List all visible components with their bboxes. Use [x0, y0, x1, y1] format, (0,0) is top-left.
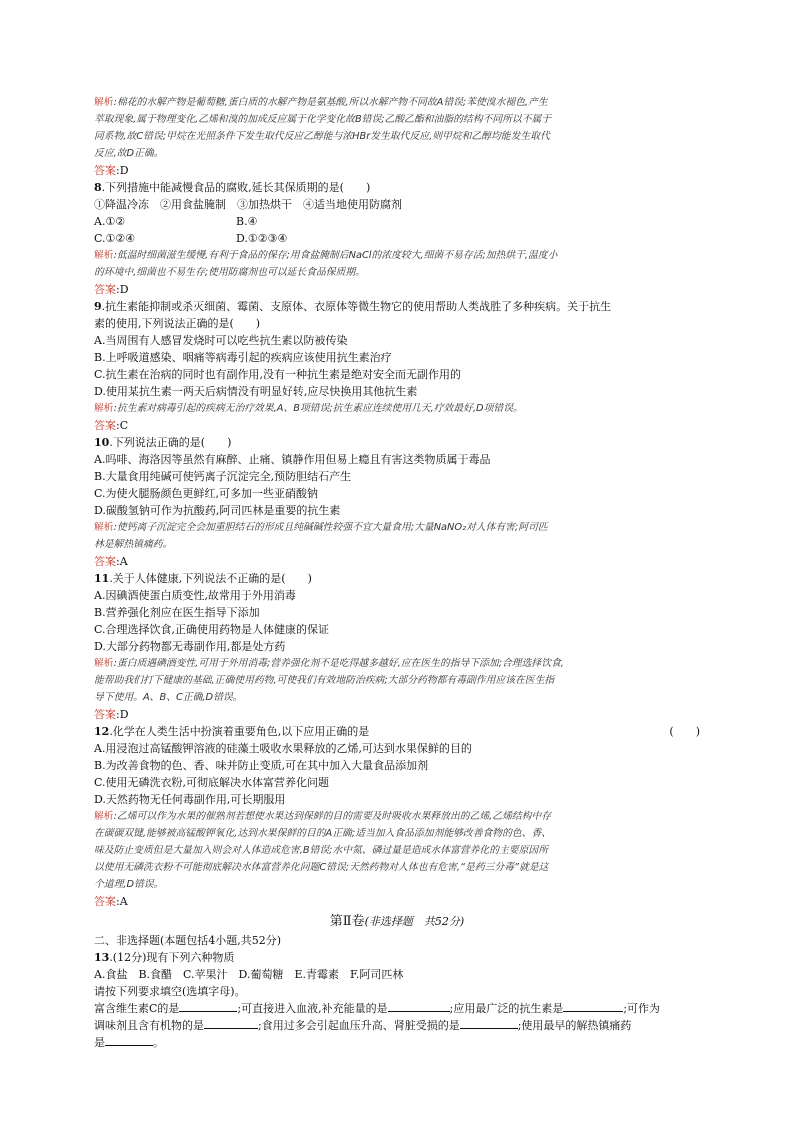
question-8 — [94, 179, 700, 298]
question-12 — [94, 723, 700, 910]
analysis-line: 同系物,故C错误;甲烷在光照条件下发生取代反应乙醇能与浓HBr发生取代反应,则甲烷和乙醇均能发生取代 — [94, 131, 550, 142]
answer-blank[interactable] — [460, 1017, 518, 1029]
option-d: D.①②③④ — [236, 232, 288, 245]
analysis-line: 在碳碳双键,能够被高锰酸钾氧化,达到水果保鲜的目的A正确;适当加入食品添加剂能够改善食物的色、香、 — [94, 828, 552, 839]
option-c: C.使用无磷洗衣粉,可彻底解决水体富营养化问题 — [94, 776, 330, 789]
question-11 — [94, 570, 700, 723]
analysis-line: 解析:蛋白质遇碘酒变性,可用于外用消毒;营养强化剂不是吃得越多越好,应在医生的指导下添加;合理选择饮食, — [94, 658, 564, 669]
answer-blank[interactable] — [179, 1000, 237, 1012]
analysis-line: 能帮助我们打下健康的基础,正确使用药物,可使我们有效地防治疾病;大部分药物都有毒副作用应该在医生指 — [94, 675, 555, 686]
answer-line: 答案:A — [94, 555, 128, 568]
question-stem: 8.下列措施中能减慢食品的腐败,延长其保质期的是( ) — [94, 181, 371, 194]
analysis-line: 解析:低温时细菌滋生缓慢,有利于食品的保存;用食盐腌制后NaCl的浓度较大,细菌不易存活;加热烘干,温度小 — [94, 250, 558, 261]
answer-bracket: ( ) — [669, 725, 700, 738]
option-b: B.上呼吸道感染、咽痛等病毒引起的疾病应该使用抗生素治疗 — [94, 351, 392, 364]
analysis-label: 解析 — [94, 658, 114, 669]
answer-line: 答案:C — [94, 419, 129, 432]
option-a: A.当周围有人感冒发烧时可以吃些抗生素以防被传染 — [94, 334, 348, 347]
option-d: D.碳酸氢钠可作为抗酸药,阿司匹林是重要的抗生素 — [94, 504, 341, 517]
option-d: D.天然药物无任何毒副作用,可长期服用 — [94, 793, 286, 806]
question-instruction: 请按下列要求填空(选填字母)。 — [94, 985, 246, 998]
analysis-label: 解析 — [94, 522, 114, 533]
analysis-line: 解析:抗生素对病毒引起的疾病无治疗效果,A、B项错误;抗生素应连续使用几天,疗效最好,D项错误。 — [94, 403, 523, 414]
option-c: C.①②④ — [94, 232, 136, 245]
answer-label: 答案 — [94, 708, 116, 721]
question-stem: 13.(12分)现有下列六种物质 — [94, 951, 235, 964]
part-heading: 二、非选择题(本题包括4小题,共52分) — [94, 934, 282, 947]
analysis-line: 反应,故D正确。 — [94, 148, 164, 159]
answer-line: 答案:D — [94, 708, 129, 721]
q7-analysis — [94, 94, 700, 179]
question-stem: 素的使用,下列说法正确的是( ) — [94, 317, 261, 330]
answer-blank[interactable] — [204, 1017, 258, 1029]
section-title: 第Ⅱ卷(非选择题 共52分) — [329, 914, 465, 929]
answer-label: 答案 — [94, 419, 116, 432]
answer-line: 答案:D — [94, 164, 129, 177]
analysis-line: 个道理,D错误。 — [94, 879, 164, 890]
question-13 — [94, 949, 700, 1051]
question-choices: A.食盐 B.食醋 C.苹果汁 D.葡萄糖 E.青霉素 F.阿司匹林 — [94, 968, 404, 981]
analysis-line: 解析:棉花的水解产物是葡萄糖,蛋白质的水解产物是氨基酸,所以水解产物不同故A错误;苯使溴水褪色,产生 — [94, 97, 548, 108]
answer-label: 答案 — [94, 164, 116, 177]
exam-page — [94, 94, 700, 1051]
option-c: C.抗生素在治病的同时也有副作用,没有一种抗生素是绝对安全而无副作用的 — [94, 368, 462, 381]
fill-line: 富含维生素C的是 ;可直接进入血液,补充能量的是 ;应用最广泛的抗生素是 ;可作为 — [94, 1002, 661, 1015]
fill-line: 是 。 — [94, 1036, 164, 1049]
question-items: ①降温冷冻 ②用食盐腌制 ③加热烘干 ④适当地使用防腐剂 — [94, 198, 402, 211]
question-stem: 10.下列说法正确的是( ) — [94, 436, 232, 449]
answer-line: 答案:D — [94, 283, 129, 296]
analysis-line: 解析:乙烯可以作为水果的催熟剂若想使水果达到保鲜的目的需要及时吸收水果释放出的乙烯,乙烯结构中存 — [94, 811, 552, 822]
analysis-label: 解析 — [94, 250, 114, 261]
analysis-label: 解析 — [94, 97, 114, 108]
answer-blank[interactable] — [105, 1034, 153, 1046]
answer-label: 答案 — [94, 895, 116, 908]
analysis-line: 以使用无磷洗衣粉不可能彻底解决水体富营养化问题C错误;天然药物对人体也有危害,“是药三分毒”就是这 — [94, 862, 549, 873]
option-d: D.使用某抗生素一两天后病情没有明显好转,应尽快换用其他抗生素 — [94, 385, 418, 398]
option-a: A.因碘酒使蛋白质变性,故常用于外用消毒 — [94, 589, 296, 602]
answer-label: 答案 — [94, 555, 116, 568]
answer-blank[interactable] — [388, 1000, 450, 1012]
analysis-line: 林是解热镇痛药。 — [94, 539, 173, 550]
option-a: A.用浸泡过高锰酸钾溶液的硅藻土吸收水果释放的乙烯,可达到水果保鲜的目的 — [94, 742, 472, 755]
option-a: A.吗啡、海洛因等虽然有麻醉、止痛、镇静作用但易上瘾且有害这类物质属于毒品 — [94, 453, 491, 466]
option-d: D.大部分药物都无毒副作用,都是处方药 — [94, 640, 286, 653]
analysis-line: 解析:使钙离子沉淀完全会加重胆结石的形成且纯碱碱性较强不宜大量食用;大量NaNO₂对人体有害;阿司匹 — [94, 522, 548, 533]
question-stem: 9.抗生素能抑制或杀灭细菌、霉菌、支原体、衣原体等微生物它的使用帮助人类战胜了多种疾病。关于抗生 — [94, 300, 612, 313]
analysis-label: 解析 — [94, 403, 114, 414]
option-b: B.④ — [236, 215, 258, 228]
question-9 — [94, 298, 700, 434]
analysis-line: 味及防止变质但是大量加入则会对人体造成危害,B错误;水中氮、磷过量是造成水体富营养化的主要原因所 — [94, 845, 548, 856]
option-b: B.营养强化剂应在医生指导下添加 — [94, 606, 260, 619]
analysis-line: 萃取现象,属于物理变化,乙烯和溴的加成反应属于化学变化故B错误;乙酸乙酯和油脂的结构不同所以不属于 — [94, 114, 552, 125]
options-row — [94, 213, 700, 230]
section-subtitle: (非选择题 共52分) — [364, 915, 465, 928]
question-10 — [94, 434, 700, 570]
fill-line: 调味剂且含有机物的是 ;食用过多会引起血压升高、肾脏受损的是 ;使用最早的解热镇痛药 — [94, 1019, 632, 1032]
question-stem: 12.化学在人类生活中扮演着重要角色,以下应用正确的是 ( ) — [94, 725, 700, 738]
option-a: A.①② — [94, 215, 126, 228]
question-stem: 11.关于人体健康,下列说法不正确的是( ) — [94, 572, 312, 585]
answer-blank[interactable] — [563, 1000, 623, 1012]
option-b: B.为改善食物的色、香、味并防止变质,可在其中加入大量食品添加剂 — [94, 759, 429, 772]
option-b: B.大量食用纯碱可使钙离子沉淀完全,预防胆结石产生 — [94, 470, 352, 483]
options-row — [94, 230, 700, 247]
answer-label: 答案 — [94, 283, 116, 296]
answer-line: 答案:A — [94, 895, 128, 908]
analysis-label: 解析 — [94, 811, 114, 822]
option-c: C.为使火腿肠颜色更鲜红,可多加一些亚硝酸钠 — [94, 487, 319, 500]
analysis-line: 的环境中,细菌也不易生存;使用防腐剂也可以延长食品保质期。 — [94, 267, 365, 278]
option-c: C.合理选择饮食,正确使用药物是人体健康的保证 — [94, 623, 330, 636]
analysis-line: 导下使用。A、B、C正确,D错误。 — [94, 692, 243, 703]
